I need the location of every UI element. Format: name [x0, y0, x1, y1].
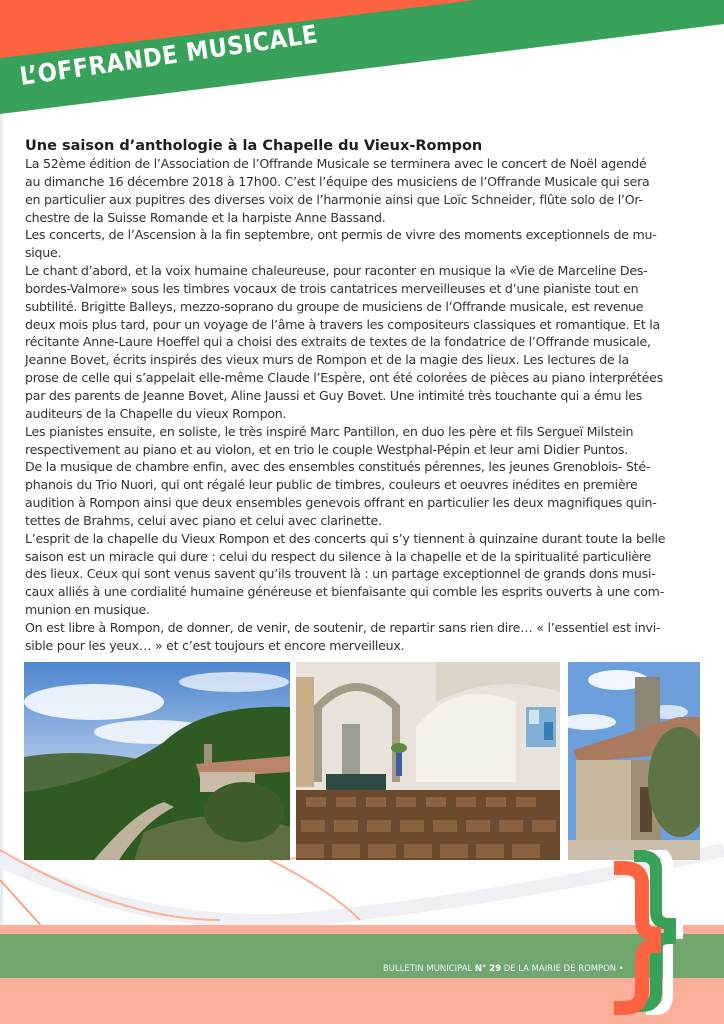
photo-landscape-chapel	[24, 662, 290, 860]
article-line: Jeanne Bovet, écrits inspirés des vieux murs de Rompon et de la magie des lieux. Les lectures de la	[25, 352, 630, 368]
article-line: des lieux. Ceux qui sont venus savent qu’ils trouvent là : un partage exceptionnel de grands dons musi-	[25, 566, 656, 582]
article-line: La 52ème édition de l’Association de l’Offrande Musicale se terminera avec le concert de Noël agendé	[25, 156, 647, 171]
article-line: Les pianistes ensuite, en soliste, le très inspiré Marc Pantillon, en duo les père et fils Sergueï Milstein	[25, 423, 634, 439]
photo-chapel-interior	[296, 662, 560, 860]
footer-prefix: BULLETIN MUNICIPAL	[383, 963, 475, 973]
orange-brace	[614, 868, 654, 1008]
article-line: caux alliés à une cordialité humaine généreuse et bienfaisante qui comble les esprits ouverts à une com-	[25, 584, 664, 600]
article-line: sique.	[25, 245, 62, 261]
photo-chapel-exterior	[568, 662, 700, 860]
article-line: deux mois plus tard, pour un voyage de l’âme à travers les compositeurs classiques et romantique. Et la	[25, 316, 660, 332]
header-banner	[0, 0, 724, 120]
article	[25, 137, 710, 655]
article-line: audition à Rompon ainsi que deux ensembles genevois offrant en particulier les deux magnifiques quin-	[25, 495, 657, 511]
article-line: bordes-Valmore» sous les timbres vocaux de trois cantatrices merveilleuses et d’une pianiste tout en	[25, 280, 639, 296]
article-line: L’esprit de la chapelle du Vieux Rompon et des concerts qui s’y tiennent à quinzaine durant toute la belle	[25, 530, 666, 546]
footer-issue-number: N° 29	[474, 963, 501, 973]
article-heading: Une saison d’anthologie à la Chapelle du Vieux-Rompon	[25, 138, 483, 154]
brace-logo-icon	[612, 850, 692, 1020]
footer-publication-label	[383, 963, 624, 973]
article-line: respectivement au piano et au violon, et en trio le couple Westphal-Pépin et leur ami Didier Puntos.	[25, 441, 628, 457]
article-line: auditeurs de la Chapelle du vieux Rompon.	[25, 405, 287, 421]
article-line: saison est un miracle qui dure : celui du respect du silence à la chapelle et de la spiritualité particulière	[25, 548, 651, 564]
article-line: Le chant d’abord, et la voix humaine chaleureuse, pour raconter en musique la «Vie de Marceline Des-	[25, 263, 648, 279]
article-line: Les concerts, de l’Ascension à la fin septembre, ont permis de vivre des moments exceptionnels de mu-	[25, 227, 657, 243]
article-line: par des parents de Jeanne Bovet, Aline Jaussi et Guy Bovet. Une intimité très touchante qui a ému les	[25, 387, 643, 403]
article-line: munion en musique.	[25, 602, 150, 618]
article-line: récitante Anne-Laure Hoeffel qui a choisi des extraits de textes de la fondatrice de l’Offrande musicale,	[25, 334, 651, 350]
footer-suffix: DE LA MAIRIE DE ROMPON •	[500, 963, 624, 973]
article-line: en particulier aux pupitres des diverses voix de l’harmonie ainsi que Loïc Schneider, flûte solo de l’Or-	[25, 191, 643, 207]
article-line: sible pour les yeux… » et c’est toujours et encore merveilleux.	[25, 637, 405, 653]
section-title: L’OFFRANDE MUSICALE	[17, 19, 320, 91]
article-line: phanois du Trio Nuori, qui ont régalé leur public de timbres, couleurs et oeuvres inédites en première	[25, 477, 638, 493]
article-line: tettes de Brahms, celui avec piano et celui avec clarinette.	[25, 512, 382, 528]
article-line: De la musique de chambre enfin, avec des ensembles constitués pérennes, les jeunes Grenoblois- Sté-	[25, 459, 651, 475]
article-line: au dimanche 16 décembre 2018 à 17h00. C’est l’équipe des musiciens de l’Offrande Musicale qui sera	[25, 173, 650, 189]
article-line: On est libre à Rompon, de donner, de venir, de soutenir, de repartir sans rien dire… « l’essentiel est invi-	[25, 619, 661, 635]
article-line: prose de celle qui s’appelait elle-même Claude l’Espère, ont été colorées de pièces au piano interprétées	[25, 370, 663, 386]
article-line: chestre de la Suisse Romande et la harpiste Anne Bassand.	[25, 209, 386, 225]
article-body	[25, 155, 710, 655]
article-line: subtilité. Brigitte Balleys, mezzo-soprano du groupe de musiciens de l’Offrande musicale, est revenue	[25, 298, 644, 314]
